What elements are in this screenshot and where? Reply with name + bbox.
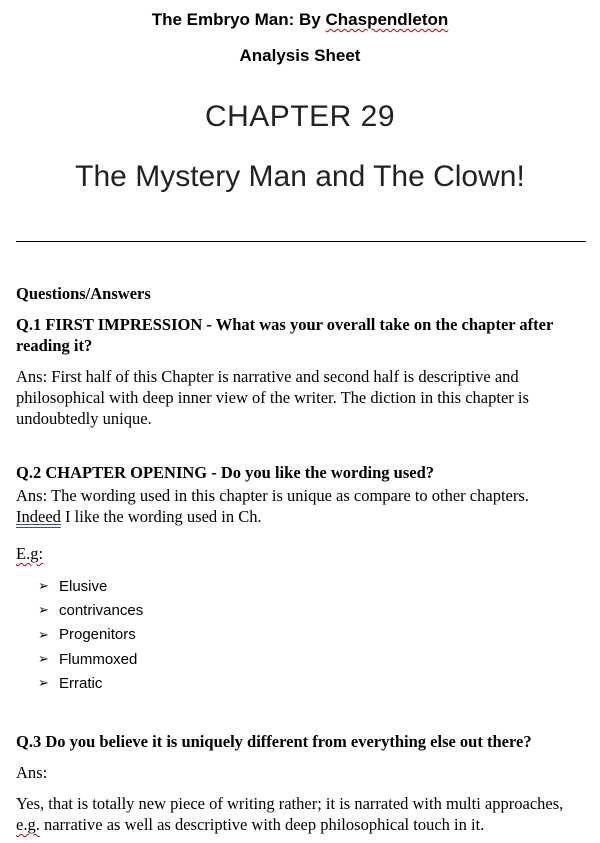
word-list-item (38, 598, 143, 622)
question-2: Q.2 CHAPTER OPENING - Do you like the wording used? (16, 463, 435, 482)
word-list-item (38, 623, 143, 647)
word-list-item-label: Progenitors (59, 626, 136, 644)
answer-3-line-2 (16, 814, 591, 835)
example-label (16, 543, 591, 564)
arrowhead-bullet-icon: ➢ (38, 651, 49, 667)
example-label-text: E.g: (16, 544, 44, 563)
arrowhead-bullet-icon: ➢ (38, 602, 49, 618)
answer-1: Ans: First half of this Chapter is narrative and second half is descriptive and philosophical with deep inner view of the writer. The diction in this chapter is undoubtedly unique. (16, 367, 529, 428)
answer-3-line-2-rest: narrative as well as descriptive with deep philosophical touch in it. (39, 815, 485, 834)
answer-3 (16, 793, 591, 835)
answer-2-line-2-rest: I like the wording used in Ch. (60, 507, 262, 526)
question-3: Q.3 Do you believe it is uniquely different from everything else out there? (16, 732, 532, 751)
document-subtitle: Analysis Sheet (239, 46, 361, 65)
answer-2-indeed: Indeed (16, 507, 61, 526)
answer-2 (16, 485, 591, 527)
word-list-item-label: Flummoxed (59, 650, 138, 668)
question-1: Q.1 FIRST IMPRESSION - What was your overall take on the chapter after reading it? (16, 315, 554, 355)
chapter-title: The Mystery Man and The Clown! (75, 160, 525, 193)
word-list-item-label: Elusive (59, 577, 108, 595)
header-title-prefix: The Embryo Man: By (151, 10, 326, 29)
word-list-item-label: contrivances (59, 601, 144, 619)
arrowhead-bullet-icon: ➢ (38, 578, 49, 594)
arrowhead-bullet-icon: ➢ (38, 626, 49, 642)
word-list-item (38, 671, 143, 695)
answer-2-line-1: Ans: The wording used in this chapter is unique as compare to other chapters. (16, 486, 529, 505)
word-list-item-label: Erratic (59, 674, 103, 692)
answer-3-label: Ans: (16, 763, 48, 782)
horizontal-divider (16, 241, 586, 242)
answer-2-line-2 (16, 506, 591, 527)
chapter-number: CHAPTER 29 (204, 100, 396, 133)
answer-3-eg: e.g. (16, 815, 40, 834)
word-list-item (38, 574, 143, 598)
section-heading: Questions/Answers (16, 284, 151, 303)
word-list (38, 574, 143, 695)
arrowhead-bullet-icon: ➢ (38, 675, 49, 691)
header-author-name: Chaspendleton (325, 10, 449, 29)
document-header-title (0, 10, 600, 30)
word-list-item (38, 647, 143, 671)
answer-3-line-1: Yes, that is totally new piece of writing rather; it is narrated with multi approaches, (16, 794, 564, 813)
